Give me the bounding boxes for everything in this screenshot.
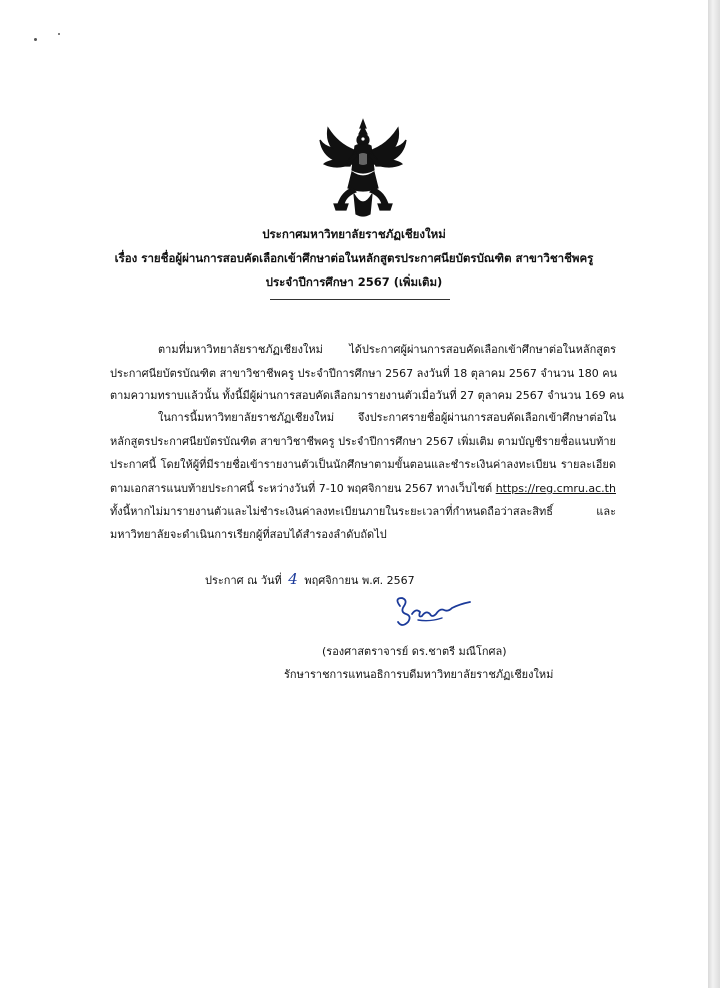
scan-speck: [58, 33, 60, 35]
paragraph-2-text: ตามเอกสารแนบท้ายประกาศนี้ ระหว่างวันที่ 7-10 พฤศจิกายน 2567 ทางเว็บไซต์: [110, 482, 493, 495]
announcement-org-title: ประกาศมหาวิทยาลัยราชภัฏเชียงใหม่: [262, 227, 446, 241]
announcement-subject: เรื่อง รายชื่อผู้ผ่านการสอบคัดเลือกเข้าศึกษาต่อในหลักสูตรประกาศนียบัตรบัณฑิต สาขาวิชาชีพครู: [114, 251, 594, 265]
paragraph-2-line: ประกาศนี้ โดยให้ผู้ที่มีรายชื่อเข้ารายงานตัวเป็นนักศึกษาตามขั้นตอนและชำระเงินค่าลงทะเบียน รายละเอียด: [110, 458, 616, 471]
paragraph-2-line: มหาวิทยาลัยจะดำเนินการเรียกผู้ที่สอบได้สำรองลำดับถัดไป: [110, 528, 387, 541]
scan-speck: [34, 38, 37, 41]
date-suffix: พฤศจิกายน พ.ศ. 2567: [304, 574, 415, 587]
heading-divider: [270, 299, 450, 300]
announcement-date: [205, 570, 415, 589]
date-prefix: ประกาศ ณ วันที่: [205, 574, 282, 587]
paragraph-1-line: ตามความทราบแล้วนั้น ทั้งนี้มีผู้ผ่านการสอบคัดเลือกมารายงานตัวเมื่อวันที่ 27 ตุลาคม 2567 จำนวน 169 คน: [110, 389, 624, 402]
paragraph-2-line: [110, 479, 616, 497]
paragraph-2-line: หลักสูตรประกาศนียบัตรบัณฑิต สาขาวิชาชีพครู ประจำปีการศึกษา 2567 เพิ่มเติม ตามบัญชีรายชื่อแนบท้าย: [110, 435, 616, 448]
announcement-year: ประจำปีการศึกษา 2567 (เพิ่มเติม): [265, 275, 443, 289]
signature-icon: [390, 592, 474, 632]
paragraph-2-line: ในการนี้มหาวิทยาลัยราชภัฏเชียงใหม่ จึงประกาศรายชื่อผู้ผ่านการสอบคัดเลือกเข้าศึกษาต่อใน: [158, 411, 616, 424]
page-edge-shadow: [708, 0, 720, 988]
paragraph-1-line: ประกาศนียบัตรบัณฑิต สาขาวิชาชีพครู ประจำปีการศึกษา 2567 ลงวันที่ 18 ตุลาคม 2567 จำนวน 180 คน: [110, 367, 618, 380]
handwritten-day: 4: [288, 570, 298, 588]
signatory-title: รักษาราชการแทนอธิการบดีมหาวิทยาลัยราชภัฏเชียงใหม่: [284, 668, 554, 681]
paragraph-2-line: ทั้งนี้หากไม่มารายงานตัวและไม่ชำระเงินค่าลงทะเบียนภายในระยะเวลาที่กำหนดถือว่าสละสิทธิ์ และ: [110, 505, 616, 518]
paragraph-1-line: ตามที่มหาวิทยาลัยราชภัฏเชียงใหม่ ได้ประกาศผู้ผ่านการสอบคัดเลือกเข้าศึกษาต่อในหลักสูตร: [158, 343, 616, 356]
signatory-name: (รองศาสตราจารย์ ดร.ชาตรี มณีโกศล): [322, 645, 507, 658]
registration-website-link[interactable]: https://reg.cmru.ac.th: [495, 482, 616, 495]
garuda-emblem-icon: [318, 118, 408, 218]
